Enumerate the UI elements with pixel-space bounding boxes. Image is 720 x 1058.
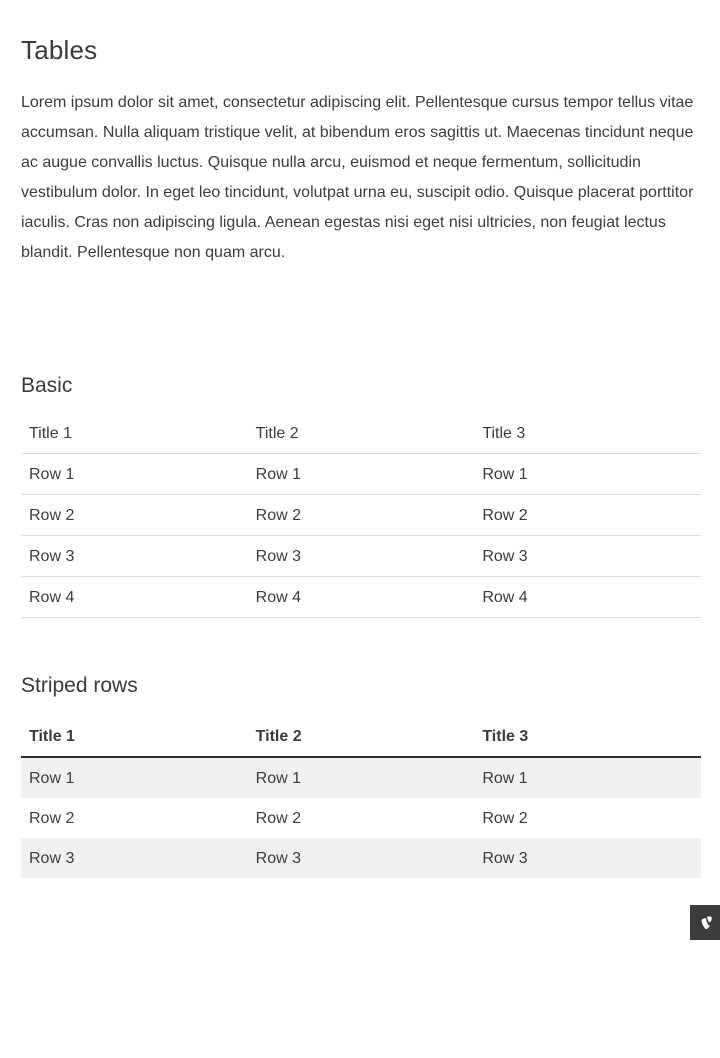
- intro-paragraph: Lorem ipsum dolor sit amet, consectetur adipiscing elit. Pellentesque cursus tempor tellus vitae accumsan. Nulla aliquam tristique velit, at bibendum eros sagittis ut. Maecenas tincidunt neque ac augue convallis luctus. Quisque nulla arcu, euismod et neque fermentum, sollicitudin vestibulum dolor. In eget leo tincidunt, volutpat urna eu, suscipit odio. Quisque placerat porttitor iaculis. Cras non adipiscing ligula. Aenean egestas nisi eget nisi ultricies, non feugiat lectus blandit. Pellentesque non quam arcu.: [21, 94, 694, 261]
- table-row: [21, 495, 701, 536]
- table-cell: Row 3: [29, 850, 75, 867]
- table-row: [21, 536, 701, 577]
- page-title: Tables: [21, 35, 98, 65]
- table-cell: Row 1: [482, 770, 528, 787]
- table-cell: Row 4: [248, 577, 475, 618]
- table-cell: Row 1: [255, 770, 302, 787]
- table-cell: Row 3: [474, 536, 701, 577]
- brand-badge[interactable]: [690, 905, 720, 940]
- table-row: [21, 577, 701, 618]
- table-header-cell: Title 2: [248, 714, 475, 757]
- section-basic: [21, 373, 701, 618]
- basic-table-head: [21, 413, 701, 454]
- table-cell: Row 2: [255, 810, 302, 827]
- table-cell: Row 2: [474, 495, 701, 536]
- section-striped: [21, 673, 701, 878]
- table-header-cell: Title 3: [474, 714, 701, 757]
- table-header-row: [21, 714, 701, 757]
- basic-table: [21, 413, 701, 618]
- table-cell: Row 2: [29, 810, 75, 827]
- table-cell: Row 1: [474, 454, 701, 495]
- striped-table: [21, 714, 701, 878]
- basic-table-body: [21, 454, 701, 618]
- table-row: [21, 838, 701, 878]
- table-header-row: [21, 413, 701, 454]
- section-heading-striped: Striped rows: [21, 674, 138, 697]
- table-cell: Row 1: [29, 770, 75, 787]
- section-heading-basic: Basic: [21, 374, 73, 397]
- table-row: [21, 757, 701, 798]
- table-cell: Row 4: [21, 577, 248, 618]
- table-header-cell: Title 2: [248, 413, 475, 454]
- table-cell: Row 1: [21, 454, 248, 495]
- page-content: [0, 34, 720, 878]
- table-cell: Row 3: [482, 850, 528, 867]
- table-row: [21, 454, 701, 495]
- table-header-cell: Title 1: [21, 714, 248, 757]
- table-cell: Row 3: [255, 850, 302, 867]
- table-row: [21, 798, 701, 838]
- table-cell: Row 1: [248, 454, 475, 495]
- table-cell: Row 2: [21, 495, 248, 536]
- table-cell: Row 3: [21, 536, 248, 577]
- table-cell: Row 2: [482, 810, 528, 827]
- striped-table-head: [21, 714, 701, 757]
- table-cell: Row 3: [248, 536, 475, 577]
- table-header-cell: Title 1: [21, 413, 248, 454]
- striped-table-body: [21, 757, 701, 878]
- table-header-cell: Title 3: [474, 413, 701, 454]
- table-cell: Row 2: [248, 495, 475, 536]
- typo3-logo-icon: [696, 914, 714, 932]
- table-cell: Row 4: [474, 577, 701, 618]
